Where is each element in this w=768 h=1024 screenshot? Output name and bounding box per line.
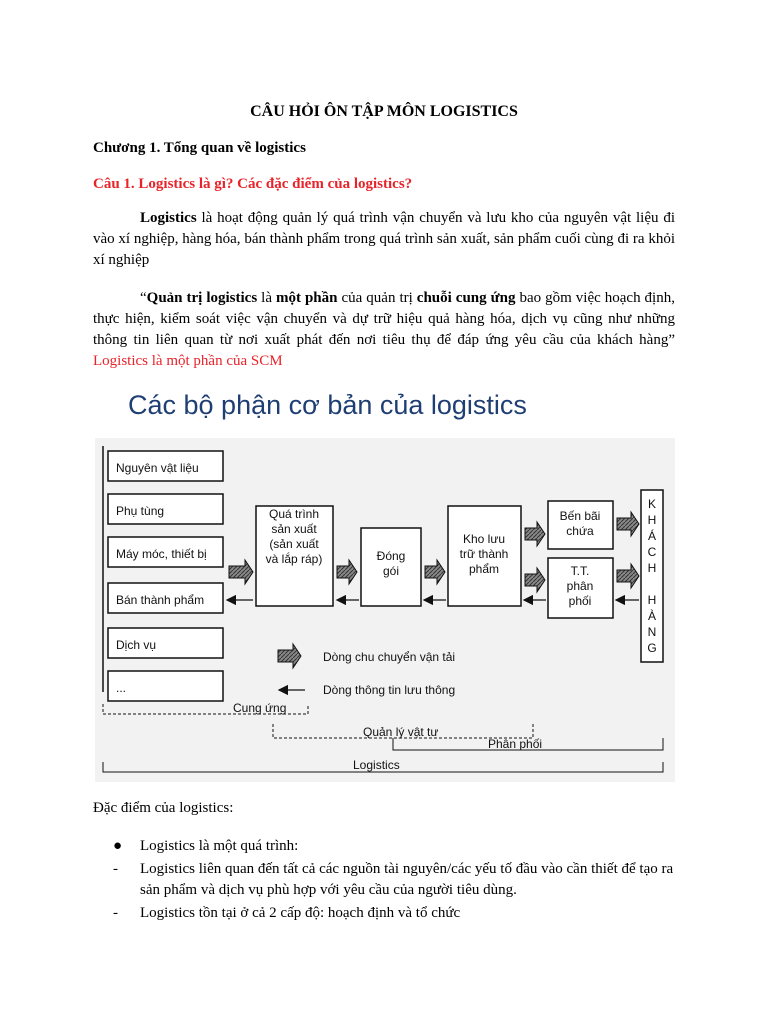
scm-text-2: của quản trị [337, 290, 417, 306]
dc-label: phân [566, 579, 594, 593]
input-box [108, 583, 223, 613]
yard-label: chứa [566, 524, 594, 538]
open-quote: “ [140, 290, 147, 306]
storage-label: phẩm [468, 562, 500, 576]
scm-text-1: là [257, 290, 276, 306]
features-heading: Đặc điểm của logistics: [93, 800, 234, 816]
storage-label: Kho lưu [462, 532, 506, 546]
term-part: một phần [275, 290, 338, 306]
input-label: Phụ tùng [116, 504, 165, 518]
bullet-marker: ● [113, 838, 123, 854]
customer-letter: N [647, 625, 657, 639]
materials-management-label: Quản lý vật tư [363, 725, 439, 739]
features-list [93, 836, 683, 926]
term-logistics-management: Quản trị logistics [146, 290, 258, 306]
definition-text: là hoạt động quản lý quá trình vận chuyển và lưu kho của nguyên vật liệu đi vào xí nghiệp, hàng hóa, bán thành phẩm trong quá trình sản xuất, sản phẩm cuối cùng đi ra khỏi xí nghiệp [93, 210, 675, 268]
input-box [108, 494, 223, 524]
legend-info-label: Dòng thông tin lưu thông [323, 683, 456, 697]
chapter-heading: Chương 1. Tổng quan về logistics [93, 140, 306, 156]
term-supply-chain: chuỗi cung ứng [416, 290, 516, 306]
yard-label: Bến bãi [559, 509, 601, 523]
customer-letter: C [647, 545, 657, 559]
production-label: (sản xuất [269, 537, 319, 551]
dash-marker: - [113, 861, 118, 877]
page-title: CÂU HỎI ÔN TẬP MÔN LOGISTICS [250, 103, 518, 120]
input-box [108, 537, 223, 567]
dc-label: T.T. [570, 564, 590, 578]
figure-title: Các bộ phận cơ bản của logistics [128, 390, 527, 420]
distribution-label: Phân phối [488, 737, 543, 751]
storage-box [448, 506, 521, 606]
yard-box [548, 501, 613, 549]
term-logistics: Logistics [140, 210, 197, 226]
packaging-box [361, 528, 421, 606]
input-label: Nguyên vật liệu [116, 461, 199, 475]
list-item [93, 836, 683, 857]
input-label: Dịch vụ [116, 638, 157, 652]
input-label: ... [116, 681, 127, 695]
customer-letter: À [647, 609, 657, 623]
customer-letter: H [647, 561, 657, 575]
customer-letter: G [647, 641, 657, 655]
scm-text-3: bao gồm việc hoạch định, thực hiện, kiểm soát việc vận chuyển và dự trữ hiệu quả hàng hóa, dịch vụ cũng như những thông tin liên quan từ nơi xuất phát đến nơi tiêu thụ để đáp ứng yêu cầu của khách hàng” [93, 290, 675, 348]
dc-label: phối [568, 594, 592, 608]
customer-letter: Á [647, 529, 657, 543]
production-box [256, 506, 333, 606]
supply-label: Cung ứng [233, 701, 287, 715]
customer-letter: K [647, 497, 657, 511]
production-label: và lắp ráp) [265, 552, 323, 566]
storage-label: trữ thành [459, 547, 509, 561]
dash-marker: - [113, 905, 118, 921]
legend-transport-label: Dòng chu chuyển vận tải [323, 650, 456, 664]
packaging-label: Đóng [376, 549, 406, 563]
input-label: Máy móc, thiết bị [116, 547, 207, 561]
distribution-center-box [548, 558, 613, 618]
input-label: Bán thành phẩm [116, 593, 205, 607]
logistics-scope-label: Logistics [353, 758, 400, 772]
list-item [93, 903, 683, 924]
input-box [108, 628, 223, 658]
question-heading: Câu 1. Logistics là gì? Các đặc điểm của logistics? [93, 176, 413, 192]
list-item-text: Logistics tồn tại ở cả 2 cấp độ: hoạch định và tổ chức [140, 905, 461, 921]
scm-note: Logistics là một phần của SCM [93, 353, 283, 369]
input-box [108, 671, 223, 701]
customer-letter: H [647, 513, 657, 527]
production-label: Quá trình [268, 507, 320, 521]
customer-letter: H [647, 593, 657, 607]
list-item-text: Logistics là một quá trình: [140, 838, 299, 854]
definition-paragraph [93, 208, 675, 271]
production-label: sản xuất [271, 522, 317, 536]
packaging-label: gói [382, 564, 400, 578]
list-item [93, 859, 683, 901]
scm-paragraph [93, 288, 675, 372]
list-item-text: Logistics liên quan đến tất cả các nguồn tài nguyên/các yếu tố đầu vào cần thiết để tạo ra sản phẩm và dịch vụ phù hợp với yêu cầu của người tiêu dùng. [140, 861, 674, 898]
logistics-components-figure [93, 378, 677, 782]
input-box [108, 451, 223, 481]
customer-box [641, 490, 663, 662]
